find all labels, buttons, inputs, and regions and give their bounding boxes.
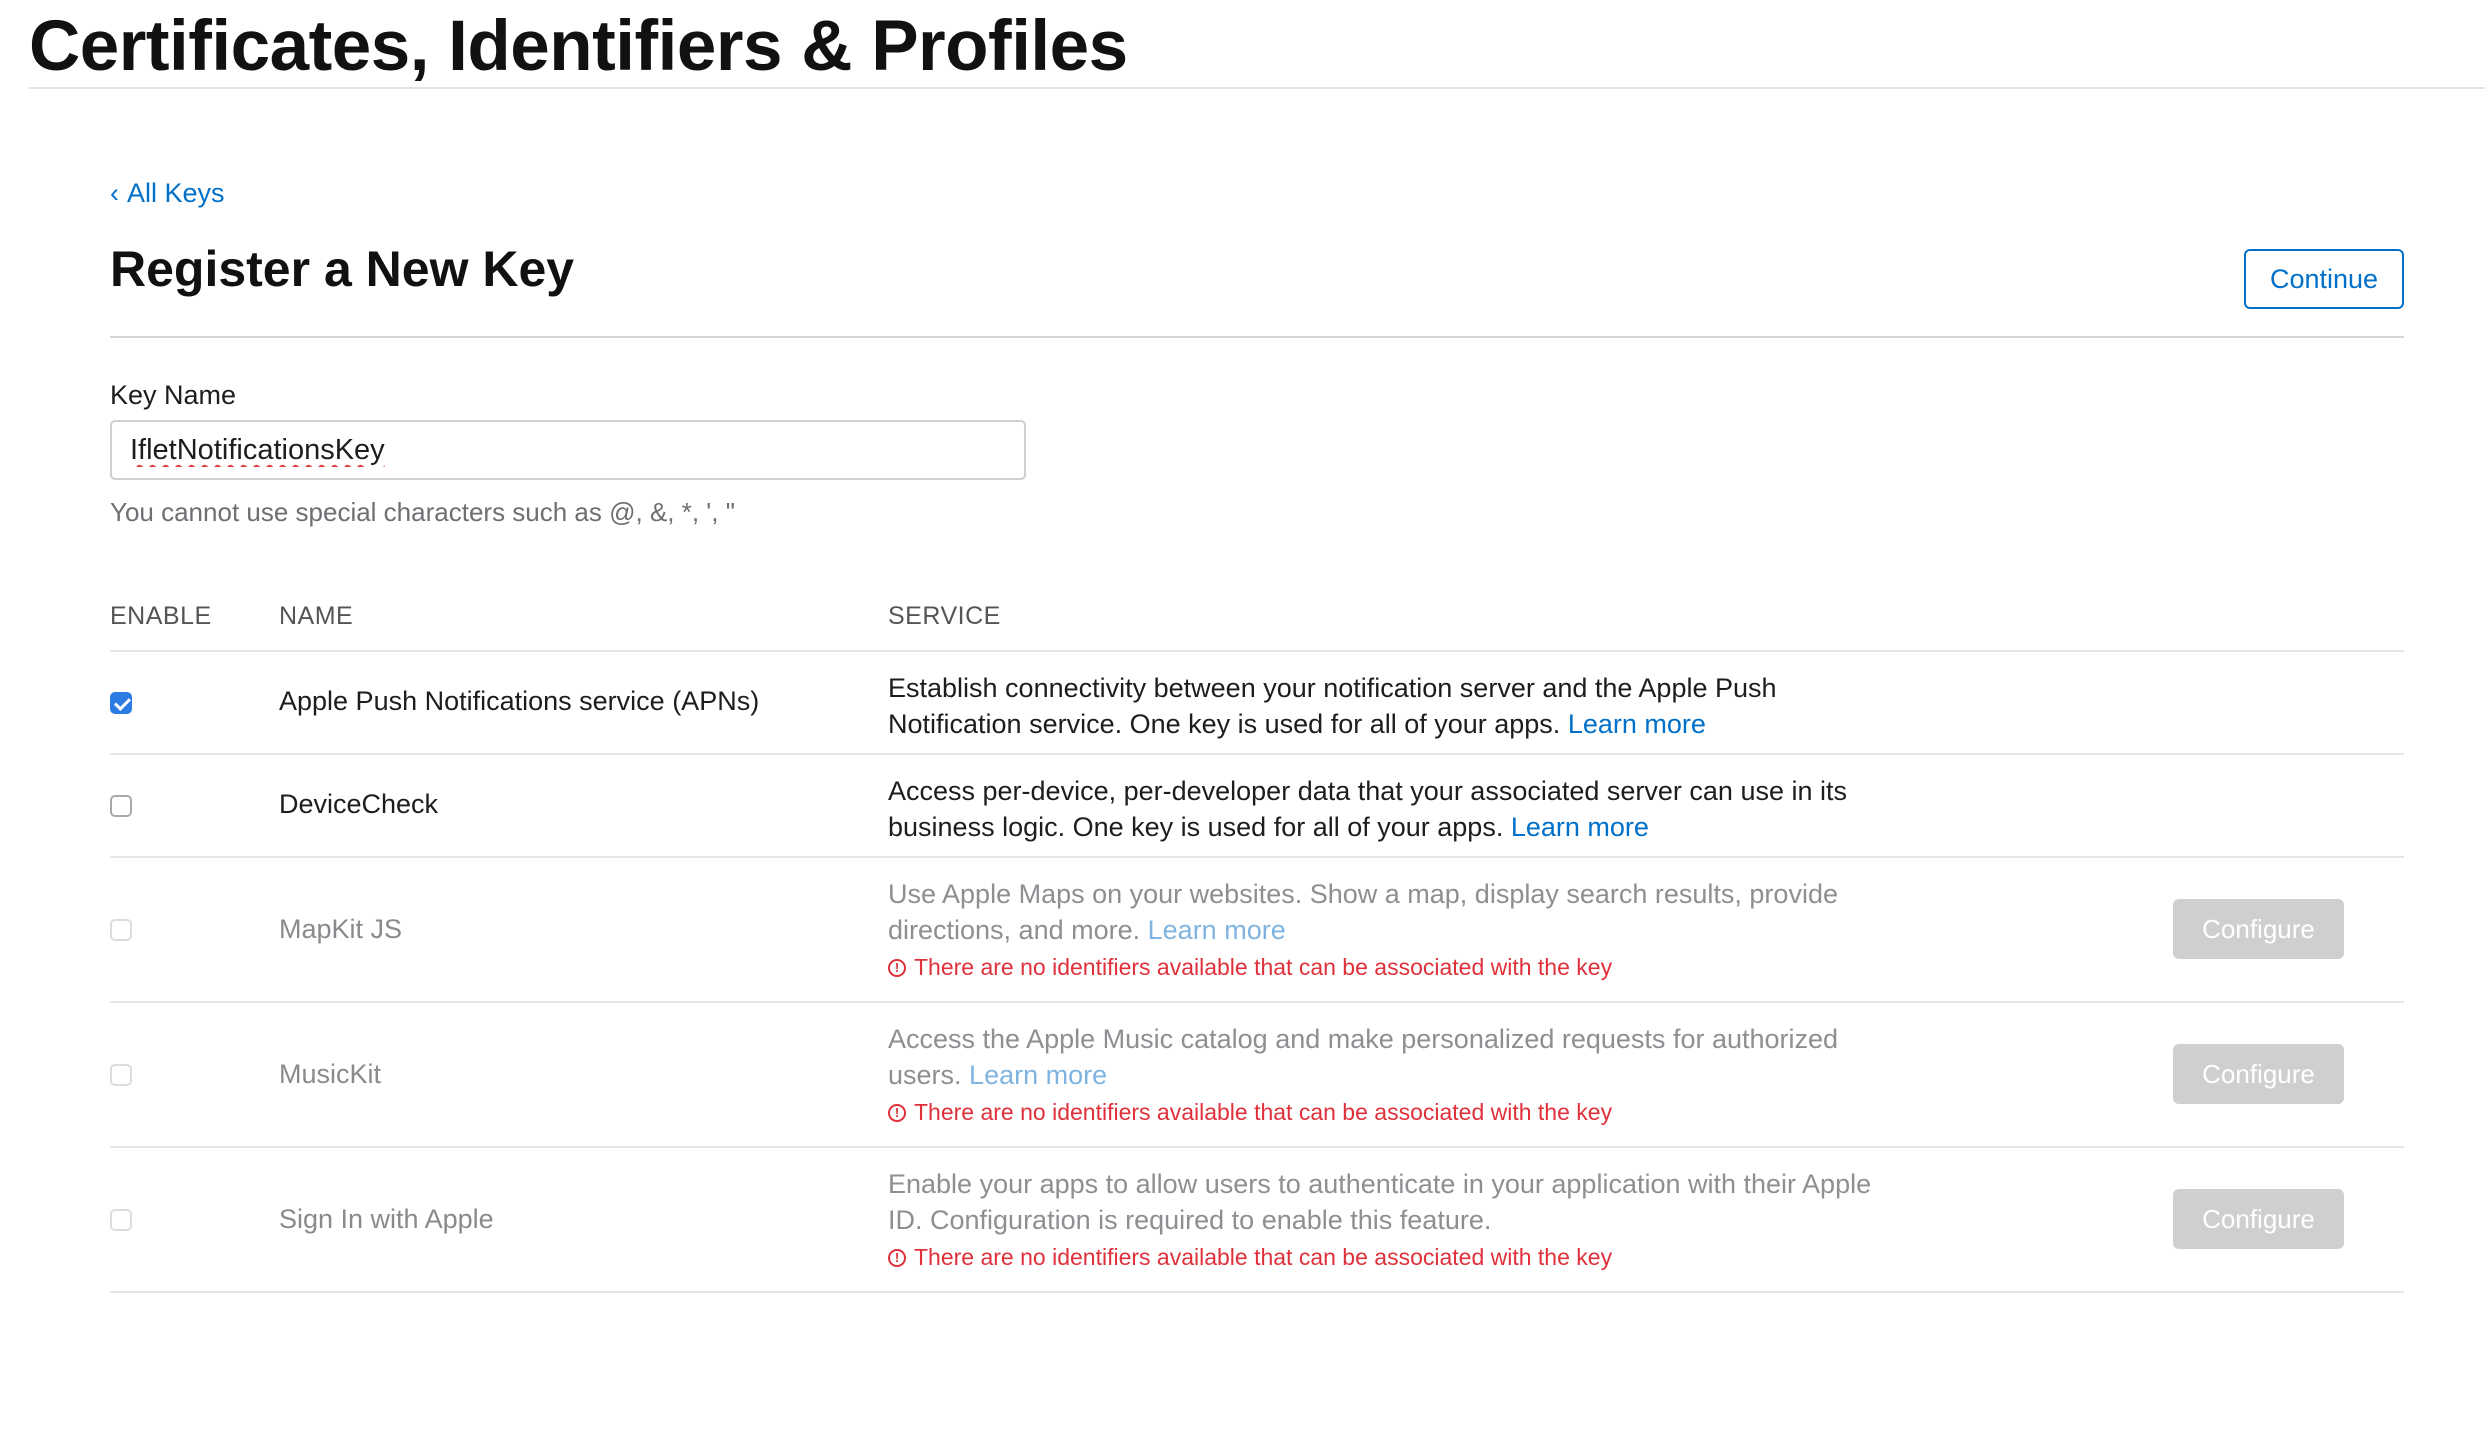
service-description-text: Access per-device, per-developer data that your associated server can use in its business logic. One key is used for all of your apps. — [888, 776, 1847, 842]
service-description-text: Enable your apps to allow users to authenticate in your application with their Apple ID. Configuration is required to enable this feature. — [888, 1169, 1872, 1235]
learn-more-link-mapkit-js[interactable]: Learn more — [1147, 915, 1286, 945]
service-description — [888, 670, 1888, 742]
service-name: Sign In with Apple — [279, 1204, 494, 1234]
enable-checkbox-sign-in-with-apple — [110, 1209, 132, 1231]
service-description-text: Use Apple Maps on your websites. Show a map, display search results, provide directions, and more. — [888, 879, 1838, 945]
section-title: Register a New Key — [110, 241, 575, 297]
page-header — [29, 0, 2485, 89]
back-link-label: All Keys — [127, 178, 225, 208]
service-row-devicecheck — [110, 755, 2404, 858]
title-divider — [110, 336, 2404, 338]
service-description-text: Access the Apple Music catalog and make personalized requests for authorized users. — [888, 1024, 1839, 1090]
table-header — [110, 600, 2404, 652]
header-enable: ENABLE — [110, 602, 212, 630]
services-table — [110, 600, 2404, 1293]
configure-button-sign-in-with-apple: Configure — [2173, 1189, 2344, 1249]
service-error — [888, 1099, 1612, 1126]
configure-button-musickit: Configure — [2173, 1044, 2344, 1104]
error-icon: ! — [888, 959, 906, 977]
configure-button-mapkit-js: Configure — [2173, 899, 2344, 959]
page-title: Certificates, Identifiers & Profiles — [29, 7, 1128, 86]
key-name-label: Key Name — [110, 380, 237, 410]
service-error — [888, 1244, 1612, 1271]
learn-more-link-apns[interactable]: Learn more — [1567, 709, 1706, 739]
service-error-text: There are no identifiers available that can be associated with the key — [914, 954, 1613, 980]
service-description — [888, 1166, 1888, 1238]
service-row-musickit — [110, 1003, 2404, 1148]
key-name-hint: You cannot use special characters such as @, &, *, ', " — [110, 497, 735, 527]
service-error-text: There are no identifiers available that can be associated with the key — [914, 1099, 1613, 1125]
continue-button[interactable]: Continue — [2244, 249, 2404, 309]
header-name: NAME — [279, 602, 354, 630]
service-row-sign-in-with-apple — [110, 1148, 2404, 1293]
learn-more-link-devicecheck[interactable]: Learn more — [1510, 812, 1649, 842]
enable-checkbox-mapkit-js — [110, 919, 132, 941]
learn-more-link-musickit[interactable]: Learn more — [969, 1060, 1108, 1090]
service-description — [888, 876, 1888, 948]
service-description-text: Establish connectivity between your notification server and the Apple Push Notification service. One key is used for all of your apps. — [888, 673, 1777, 739]
enable-checkbox-devicecheck[interactable] — [110, 795, 132, 817]
service-description — [888, 773, 1888, 845]
service-description — [888, 1021, 1888, 1093]
enable-checkbox-musickit — [110, 1064, 132, 1086]
enable-checkbox-apns[interactable] — [110, 692, 132, 714]
chevron-left-icon: ‹ — [110, 178, 119, 208]
service-name: Apple Push Notifications service (APNs) — [279, 686, 760, 716]
service-error-text: There are no identifiers available that can be associated with the key — [914, 1244, 1613, 1270]
header-service: SERVICE — [888, 602, 1001, 630]
service-row-mapkit-js — [110, 858, 2404, 1003]
service-name: DeviceCheck — [279, 789, 439, 819]
error-icon: ! — [888, 1104, 906, 1122]
key-name-input[interactable] — [110, 420, 1026, 480]
service-name: MusicKit — [279, 1059, 382, 1089]
service-name: MapKit JS — [279, 914, 403, 944]
back-link-all-keys[interactable] — [110, 178, 225, 209]
service-error — [888, 954, 1612, 981]
error-icon: ! — [888, 1249, 906, 1267]
service-row-apns — [110, 652, 2404, 755]
